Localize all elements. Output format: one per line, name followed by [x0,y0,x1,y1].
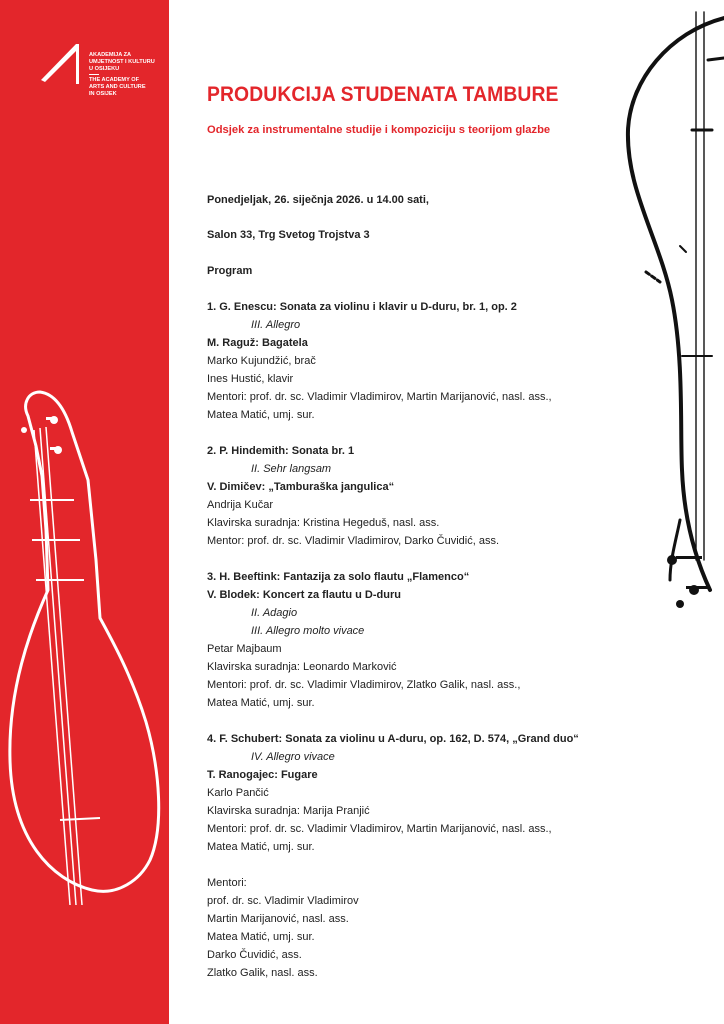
mentors-line: Mentori: prof. dr. sc. Vladimir Vladimirov, Martin Marijanović, nasl. ass., [207,391,552,403]
logo-line: UMJETNOST I KULTURU [89,59,155,65]
mentors-line: Matea Matić, umj. sur. [207,697,315,709]
movement: IV. Allegro vivace [251,751,335,763]
mentor-name: Zlatko Galik, nasl. ass. [207,967,318,979]
accompanist: Klavirska suradnja: Kristina Hegeduš, nasl. ass. [207,517,440,529]
red-side-band [0,0,169,1024]
piece-title: V. Dimičev: „Tamburaška jangulica“ [207,481,395,493]
mentor-name: Matea Matić, umj. sur. [207,931,315,943]
page-title: PRODUKCIJA STUDENATA TAMBURE [207,82,559,106]
event-date-time: Ponedjeljak, 26. siječnja 2026. u 14.00 sati, [207,194,429,206]
performer: Marko Kujundžić, brač [207,355,316,367]
mentors-line: Matea Matić, umj. sur. [207,841,315,853]
mentors-line: Mentori: prof. dr. sc. Vladimir Vladimirov, Zlatko Galik, nasl. ass., [207,679,521,691]
logo-line: ARTS AND CULTURE [89,84,146,90]
piece-title: M. Raguž: Bagatela [207,337,308,349]
mentor-name: prof. dr. sc. Vladimir Vladimirov [207,895,359,907]
piece-title: 2. P. Hindemith: Sonata br. 1 [207,445,355,457]
movement: III. Allegro [251,319,301,331]
logo-line: THE ACADEMY OF [89,77,140,83]
movement: III. Allegro molto vivace [251,625,365,637]
event-location: Salon 33, Trg Svetog Trojstva 3 [207,229,370,241]
mentors-line: Matea Matić, umj. sur. [207,409,315,421]
program-heading: Program [207,265,253,277]
department-subtitle: Odsjek za instrumentalne studije i kompoziciju s teorijom glazbe [207,124,551,136]
piece-title: V. Blodek: Koncert za flautu u D-duru [207,589,401,601]
program-item-2 [207,442,647,550]
accompanist: Klavirska suradnja: Marija Pranjić [207,805,370,817]
logo-line: IN OSIJEK [89,91,117,97]
movement: II. Sehr langsam [251,463,332,475]
mentors-line: Mentori: prof. dr. sc. Vladimir Vladimirov, Martin Marijanović, nasl. ass., [207,823,552,835]
academy-logo-text [89,52,167,98]
piece-title: 4. F. Schubert: Sonata za violinu u A-duru, op. 162, D. 574, „Grand duo“ [207,733,579,745]
logo-line: U OSIJEKU [89,66,120,72]
logo-divider [89,74,99,75]
mentors-line: Mentor: prof. dr. sc. Vladimir Vladimirov, Darko Čuvidić, ass. [207,535,499,547]
piece-title: 3. H. Beeftink: Fantazija za solo flautu „Flamenco“ [207,571,470,583]
mentor-name: Martin Marijanović, nasl. ass. [207,913,349,925]
performer: Karlo Pančić [207,787,269,799]
performer: Andrija Kučar [207,499,274,511]
piece-title: T. Ranogajec: Fugare [207,769,318,781]
piece-title: 1. G. Enescu: Sonata za violinu i klavir u D-duru, br. 1, op. 2 [207,301,517,313]
program-content [207,191,647,982]
mentors-list [207,874,647,982]
mentor-name: Darko Čuvidić, ass. [207,949,302,961]
program-item-1 [207,298,647,424]
academy-logo-mark [41,44,79,84]
program-item-4 [207,730,647,856]
performer: Ines Hustić, klavir [207,373,294,385]
performer: Petar Majbaum [207,643,282,655]
accompanist: Klavirska suradnja: Leonardo Marković [207,661,397,673]
logo-line: AKADEMIJA ZA [89,52,132,58]
program-item-3 [207,568,647,712]
mentors-heading: Mentori: [207,877,247,889]
movement: II. Adagio [251,607,298,619]
tambura-illustration [0,0,169,1024]
